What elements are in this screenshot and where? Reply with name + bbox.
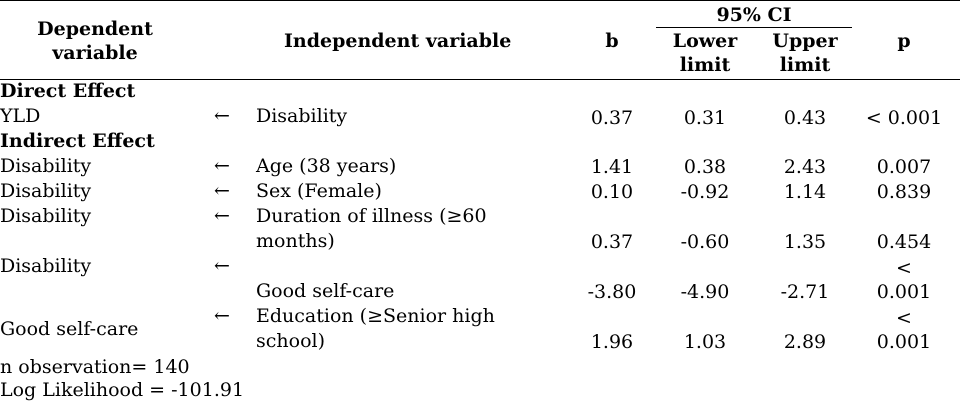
b-cell: 0.37 <box>590 231 634 253</box>
header-upper-limit-line2: limit <box>779 54 831 76</box>
p-cell: 0.007 <box>876 156 932 178</box>
header-lower-limit-line1: Lower <box>672 30 738 52</box>
footnote-log-likelihood: Log Likelihood = -101.91 <box>0 379 245 401</box>
dependent-cell: YLD <box>0 105 41 127</box>
lower-limit-cell: -0.60 <box>680 231 730 253</box>
independent-cell: Disability <box>256 105 348 127</box>
arrow-icon: ← <box>214 255 230 277</box>
header-b: b <box>605 30 619 52</box>
section-indirect-effect: Indirect Effect <box>0 130 155 152</box>
independent-cell: Sex (Female) <box>256 180 382 202</box>
b-cell: 0.37 <box>590 107 634 129</box>
upper-limit-cell: -2.71 <box>780 281 830 303</box>
dependent-cell: Disability <box>0 205 92 227</box>
header-independent-variable: Independent variable <box>284 30 512 52</box>
header-dependent-variable-line1: Dependent <box>37 18 153 40</box>
b-cell: -3.80 <box>587 281 637 303</box>
lower-limit-cell: 0.31 <box>683 107 727 129</box>
dependent-cell: Disability <box>0 155 92 177</box>
b-cell: 0.10 <box>590 181 634 203</box>
header-p: p <box>897 30 911 52</box>
p-cell: 0.454 <box>876 231 932 253</box>
lower-limit-cell: -0.92 <box>680 181 730 203</box>
b-cell: 1.96 <box>590 331 634 353</box>
independent-cell-line2: months) <box>256 230 335 252</box>
lower-limit-cell: 1.03 <box>683 331 727 353</box>
p-cell: 0.839 <box>876 181 932 203</box>
arrow-icon: ← <box>214 105 230 127</box>
p-cell: < 0.001 <box>865 107 943 129</box>
lower-limit-cell: -4.90 <box>680 281 730 303</box>
dependent-cell: Disability <box>0 255 92 277</box>
independent-cell-line2: school) <box>256 330 325 352</box>
header-lower-limit-line2: limit <box>679 54 731 76</box>
section-direct-effect: Direct Effect <box>0 80 136 102</box>
upper-limit-cell: 2.89 <box>783 331 827 353</box>
arrow-icon: ← <box>214 155 230 177</box>
upper-limit-cell: 1.14 <box>783 181 827 203</box>
dependent-cell: Good self-care <box>0 318 139 340</box>
header-upper-limit-line1: Upper <box>772 30 838 52</box>
arrow-icon: ← <box>214 180 230 202</box>
p-cell-line1: < <box>896 307 912 329</box>
upper-limit-cell: 2.43 <box>783 156 827 178</box>
independent-cell: Age (38 years) <box>256 155 397 177</box>
independent-cell-line1: Education (≥Senior high <box>256 305 495 327</box>
header-bottom-rule <box>0 79 960 80</box>
p-cell-line2: 0.001 <box>876 281 932 303</box>
independent-cell-line1: Duration of illness (≥60 <box>256 205 487 227</box>
lower-limit-cell: 0.38 <box>683 156 727 178</box>
header-dependent-variable-line2: variable <box>52 42 138 64</box>
upper-limit-cell: 1.35 <box>783 231 827 253</box>
arrow-icon: ← <box>214 205 230 227</box>
b-cell: 1.41 <box>590 156 634 178</box>
footnote-n-observation: n observation= 140 <box>0 356 190 378</box>
p-cell-line2: 0.001 <box>876 331 932 353</box>
arrow-icon: ← <box>214 305 230 327</box>
independent-cell: Good self-care <box>256 280 395 302</box>
upper-limit-cell: 0.43 <box>783 107 827 129</box>
table-top-rule <box>0 0 960 1</box>
header-95-ci: 95% CI <box>716 4 792 26</box>
p-cell-line1: < <box>896 257 912 279</box>
dependent-cell: Disability <box>0 180 92 202</box>
